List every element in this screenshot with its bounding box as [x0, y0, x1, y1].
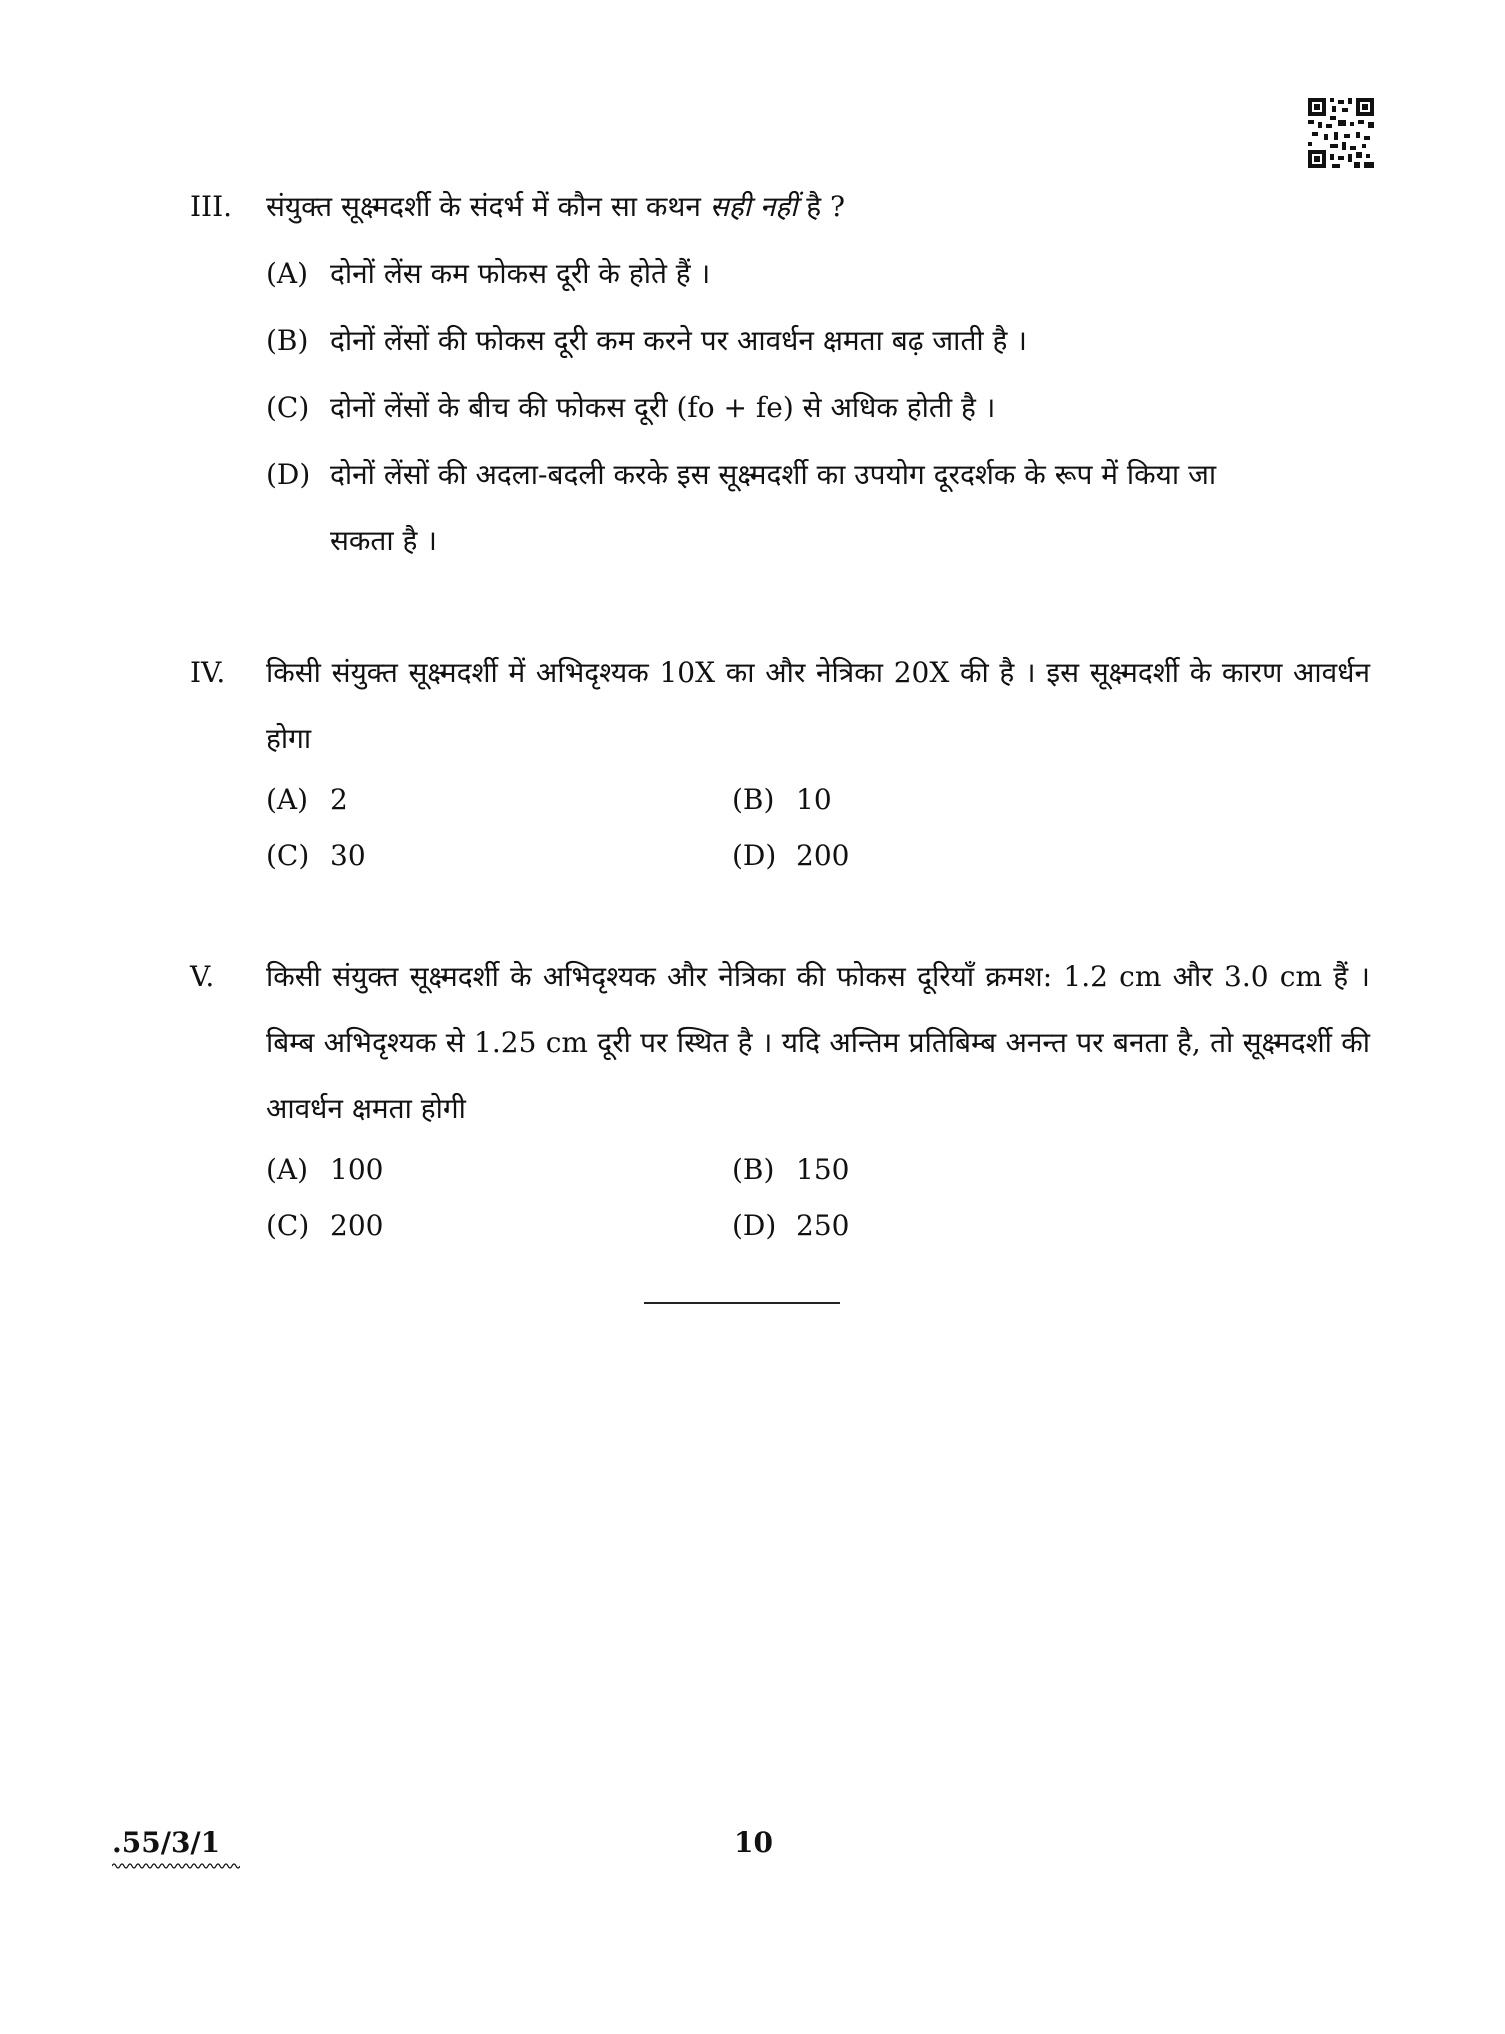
question-v: [190, 944, 1370, 1254]
option-label: (D): [732, 1209, 777, 1242]
options-grid: [266, 772, 1370, 884]
option-a: [266, 772, 732, 828]
question-iv: [190, 640, 1370, 884]
option-c: [266, 828, 732, 884]
option-text: दोनों लेंसों की फोकस दूरी कम करने पर आवर्धन क्षमता बढ़ जाती है ।: [330, 324, 1027, 357]
emphasis-text: सही नहीं: [709, 190, 798, 223]
option-text: 100: [330, 1153, 384, 1186]
question-number: IV.: [190, 656, 226, 689]
option-b: [732, 772, 1198, 828]
option-text: दोनों लेंसों के बीच की फोकस दूरी (fo + fe) से अधिक होती है ।: [330, 391, 996, 424]
section-end-rule: [644, 1302, 840, 1304]
option-b: [266, 307, 1370, 374]
option-text: 10: [796, 783, 832, 816]
option-label: (C): [266, 839, 310, 872]
option-c: [266, 1198, 732, 1254]
option-label: (D): [266, 458, 311, 491]
option-b: [732, 1142, 1198, 1198]
option-a: [266, 240, 1370, 307]
question-number: V.: [190, 960, 215, 993]
option-text: दोनों लेंस कम फोकस दूरी के होते हैं ।: [330, 257, 711, 290]
option-text: 30: [330, 839, 366, 872]
qr-code: [1308, 98, 1374, 168]
option-text: 150: [796, 1153, 850, 1186]
option-text: 200: [796, 839, 850, 872]
option-label: (A): [266, 1153, 309, 1186]
option-a: [266, 1142, 732, 1198]
page-number: 10: [734, 1826, 773, 1859]
option-label: (A): [266, 257, 309, 290]
option-text: 250: [796, 1209, 850, 1242]
question-text: किसी संयुक्त सूक्ष्मदर्शी के अभिदृश्यक और नेत्रिका की फोकस दूरियाँ क्रमश: 1.2 cm और 3.0 cm हैं । बिम्ब अभिदृश्यक से 1.25 cm दूरी पर स्थित है । यदि अन्तिम प्रतिबिम्ब अनन्त पर बनता है, तो सूक्ष्मदर्शी की आवर्धन क्षमता होगी: [266, 960, 1370, 1125]
option-label: (B): [732, 783, 775, 816]
option-d: [732, 1198, 1198, 1254]
option-d-continuation: सकता है ।: [330, 524, 437, 557]
option-label: (B): [732, 1153, 775, 1186]
question-text: संयुक्त सूक्ष्मदर्शी के संदर्भ में कौन सा कथन सही नहीं है ?: [266, 190, 846, 223]
paper-code: .55/3/1: [112, 1826, 221, 1859]
option-d: [732, 828, 1198, 884]
options-list: [266, 240, 1370, 574]
option-label: (C): [266, 1209, 310, 1242]
option-d: [266, 441, 1370, 508]
option-text: 2: [330, 783, 348, 816]
question-iii: [190, 174, 1370, 574]
option-text: 200: [330, 1209, 384, 1242]
option-label: (B): [266, 324, 309, 357]
wavy-underline: [112, 1862, 240, 1870]
option-label: (A): [266, 783, 309, 816]
option-label: (C): [266, 391, 310, 424]
options-grid: [266, 1142, 1370, 1254]
option-c: [266, 374, 1370, 441]
option-label: (D): [732, 839, 777, 872]
question-number: III.: [190, 190, 233, 223]
question-text: किसी संयुक्त सूक्ष्मदर्शी में अभिदृश्यक 10X का और नेत्रिका 20X की है । इस सूक्ष्मदर्शी के कारण आवर्धन होगा: [266, 656, 1370, 755]
option-text: दोनों लेंसों की अदला-बदली करके इस सूक्ष्मदर्शी का उपयोग दूरदर्शक के रूप में किया जा: [330, 458, 1217, 491]
